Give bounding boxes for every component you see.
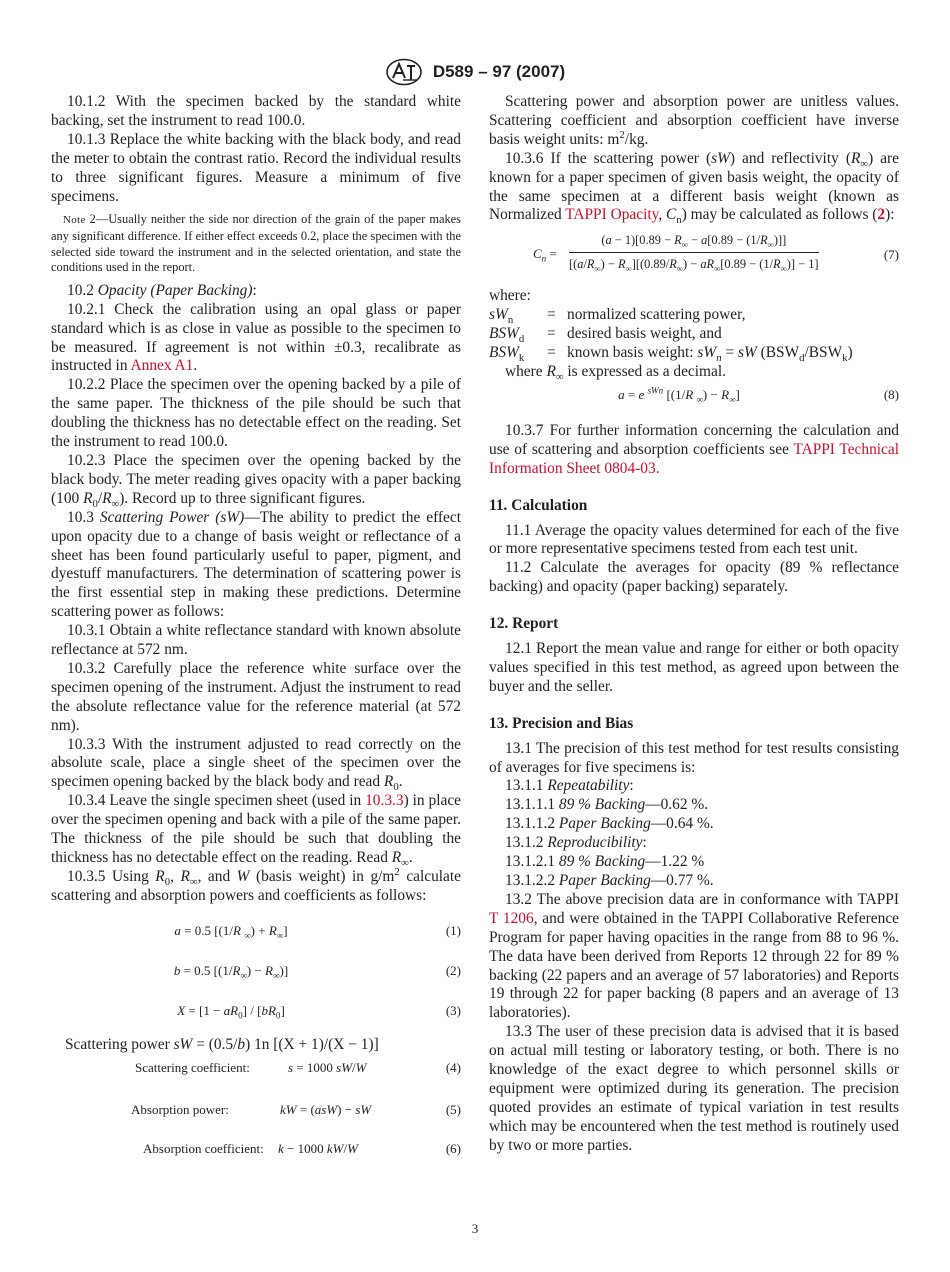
paragraph-10-1-3: 10.1.3 Replace the white backing with the black body, and read the meter to obtain the contrast ratio. Record the individual results to three significant figures. Measure a minimum of five specimens. xyxy=(51,130,461,205)
page-header xyxy=(0,58,950,86)
paragraph-11-2: 11.2 Calculate the averages for opacity (89 % reflectance backing) and opacity (paper backing) separately. xyxy=(489,559,899,596)
left-column xyxy=(51,93,461,1171)
paragraph-13-1-1-2: 13.1.1.2 Paper Backing—0.64 %. xyxy=(505,815,714,833)
paragraph-10-2: 10.2 Opacity (Paper Backing): xyxy=(67,281,257,299)
paragraph-units: Scattering power and absorption power are unitless values. Scattering coefficient and absorption coefficient have inverse basis weight units: $m^2/kg$. xyxy=(489,93,899,148)
note-label: Note xyxy=(63,214,86,227)
paragraph-13-1-2-1: 13.1.2.1 89 % Backing—1.22 % xyxy=(505,853,705,871)
paragraph-13-2: 13.2 The above precision data are in conformance with TAPPI T 1206, and were obtained in the TAPPI Collaborative Reference Program for paper having opacities in the range from 88 to 96 %. The data have been derived from Reports 12 through 22 for 89 % backing (22 papers and an average of 57 laboratories) and Reports 19 through 22 for paper backing (8 papers and an average of 13 laboratories). xyxy=(489,890,899,1022)
paragraph-10-3-3: 10.3.3 With the instrument adjusted to read correctly on the absolute scale, place a single sheet of the specimen over the specimen opening backed by the black body and read $R_0$. xyxy=(51,735,461,794)
paragraph-10-2-1: 10.2.1 Check the calibration using an opal glass or paper standard which is as close in value as possible to the specimen to be measured. If agreement is not within ±0.3, recalibrate as instructed in Annex A1. xyxy=(51,300,461,375)
page-number: 3 xyxy=(471,1221,479,1236)
right-column xyxy=(489,93,899,1156)
paragraph-10-3-7: 10.3.7 For further information concerning the calculation and use of scattering and absorption coefficients see TAPPI Technical Information Sheet 0804-03. xyxy=(489,421,899,477)
note-text: 2—Usually neither the side nor direction of the grain of the paper makes any significant difference. If either effect exceeds 0.2, place the specimen with the selected side toward the instrument and in the selected orientation, and state the conditions used in the report. xyxy=(51,212,461,275)
section-10-3-3-link[interactable]: 10.3.3 xyxy=(365,792,404,810)
paragraph-13-1-1-1: 13.1.1.1 89 % Backing—0.62 %. xyxy=(505,796,709,814)
paragraph-13-3: 13.3 The user of these precision data is advised that it is based on actual mill testing or laboratory testing, or both. There is no knowledge of the exact degree to which personnel skills or equipment were optimized during its generation. The precision quoted provides an estimate of typical variation in test results which may be encountered when the test method is routinely used by two or more parties. xyxy=(489,1023,899,1154)
definition-row: $BSW_d$ = desired basis weight, and xyxy=(489,325,722,346)
paragraph-10-3: 10.3 Scattering Power (sW)—The ability to predict the effect upon opacity due to a change of basis weight or reflectance of a sheet has been found particularly useful to paper, pigment, and dyestuff manufacturers. The determination of scattering power is the first essential step in making these predictions. Determine scattering power as follows: xyxy=(51,508,461,621)
tappi-opacity-link[interactable]: TAPPI Opacity xyxy=(565,206,659,224)
section-heading-report: 12. Report xyxy=(489,615,559,633)
section-heading-calculation: 11. Calculation xyxy=(489,496,588,514)
equation-4: Scattering coefficient: s = 1000 sW/W (4) xyxy=(135,1059,461,1075)
reference-2-link[interactable]: 2 xyxy=(877,206,886,224)
paragraph-13-1: 13.1 The precision of this test method for test results consisting of averages for five specimens is: xyxy=(489,739,899,776)
equation-3: $X = [1 - aR_0] / [bR_0]$ (3) xyxy=(177,1002,461,1021)
annex-a1-link[interactable]: Annex A1 xyxy=(130,357,194,375)
definition-row: $BSW_k$ = known basis weight: $sW_n$ = sW $(BSW_d/BSW_k)$ xyxy=(489,344,853,365)
where-r-infinity: where $R_\infty$ is expressed as a decimal. xyxy=(505,362,726,384)
document-designation: D589 – 97 (2007) xyxy=(432,62,566,81)
equation-8: a = e $^{sWn}$ [(1/R $_\infty) - R_\infty$] (8) xyxy=(618,385,899,405)
paragraph-10-3-2: 10.3.2 Carefully place the reference white surface over the specimen opening of the instrument. Adjust the instrument to read the absolute reflectance value for the reference material (at 572 nm). xyxy=(51,659,461,734)
paragraph-13-1-2-2: 13.1.2.2 Paper Backing—0.77 %. xyxy=(505,872,714,889)
section-title-opacity: Opacity (Paper Backing) xyxy=(97,281,253,299)
section-title-scattering: Scattering Power (sW) xyxy=(99,508,245,526)
scattering-power-formula: Scattering power sW = (0.5/b) 1n [(X + 1)/(X − 1)] xyxy=(65,1035,379,1053)
equation-7: $C_n$ = $\frac{(a - 1)[0.89 - R_\infty - a[0.89 - (1/R_\infty)]]}{[(a/R_\infty) - R_\infty][(0.89/R_\infty) - aR_\infty[0.89 - (1/R_\infty)] - 1]}$ (7) xyxy=(533,233,899,274)
definition-row: $sW_n$ = normalized scattering power, xyxy=(489,306,746,327)
note-2 xyxy=(51,212,461,275)
astm-logo-icon xyxy=(385,58,423,86)
paragraph-10-3-4: 10.3.4 Leave the single specimen sheet (used in 10.3.3) in place over the specimen opening and back with a pile of the same paper. The thickness of the pile should be such that doubling the thickness has no detectable effect on the reading. Read $R_\infty$. xyxy=(51,792,461,870)
section-heading-precision: 13. Precision and Bias xyxy=(489,714,634,732)
equation-1: a = 0.5 [(1/R $_\infty) + R_\infty$] (1) xyxy=(174,922,461,941)
paragraph-10-1-2: 10.1.2 With the specimen backed by the standard white backing, set the instrument to read 100.0. xyxy=(51,93,461,129)
tappi-tis-link[interactable]: TAPPI Technical Information Sheet 0804-03. xyxy=(489,440,899,477)
equation-6: Absorption coefficient: k − 1000 kW/W (6) xyxy=(143,1140,461,1156)
where-label: where: xyxy=(489,287,531,305)
paragraph-10-2-2: 10.2.2 Place the specimen over the opening backed by a pile of the same paper. The thickness of the pile should be such that doubling the thickness has no detectable effect on the reading. Set the instrument to read 100.0. xyxy=(51,376,461,451)
tappi-t1206-link[interactable]: T 1206 xyxy=(489,909,534,927)
paragraph-10-3-1: 10.3.1 Obtain a white reflectance standard with known absolute reflectance at 572 nm. xyxy=(51,622,461,659)
paragraph-10-2-3: 10.2.3 Place the specimen over the opening backed by the black body. The meter reading gives opacity with a paper backing (100 $R_0/R_\infty$). Record up to three significant figures. xyxy=(51,451,461,510)
paragraph-10-3-6: 10.3.6 If the scattering power (sW) and reflectivity $(R_\infty)$ are known for a paper specimen of given basis weight, the opacity of the same specimen at a different basis weight (known as Normalized TAPPI Opacity, $C_n$) may be calculated as follows (2): xyxy=(489,149,900,227)
paragraph-13-1-1: 13.1.1 Repeatability: xyxy=(505,777,634,795)
paragraph-13-1-2: 13.1.2 Reproducibility: xyxy=(505,834,647,852)
paragraph-10-3-5: 10.3.5 Using $R_0$, $R_\infty$, and W (basis weight) in $g/m^2$ calculate scattering and absorption powers and coefficients as follows: xyxy=(51,865,461,904)
equation-2: b = 0.5 $[(1/R_\infty) - R_\infty)$] (2) xyxy=(173,962,461,981)
paragraph-11-1: 11.1 Average the opacity values determined for each of the five or more representative specimens tested from each test unit. xyxy=(489,521,899,558)
equation-5: Absorption power: kW = (asW) − sW (5) xyxy=(131,1101,461,1117)
paragraph-12-1: 12.1 Report the mean value and range for either or both opacity values specified in this test method, as agreed upon between the buyer and the seller. xyxy=(489,640,899,695)
variable-definitions xyxy=(489,306,853,363)
